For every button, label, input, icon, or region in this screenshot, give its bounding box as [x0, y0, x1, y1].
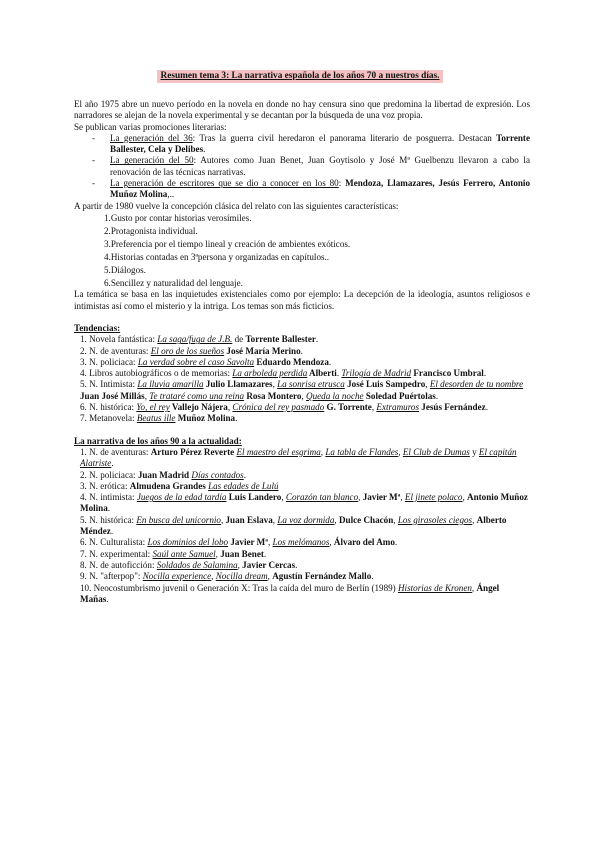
author-name: Vallejo Nájera	[169, 402, 228, 413]
narrativa-90-item-label: 8. N. de autoficción:	[80, 559, 157, 570]
text-fragment: ,	[301, 390, 307, 401]
narrativa-90-item-label: 6. N. Culturalista:	[80, 537, 148, 548]
work-title: La saga/fuga de J.B.	[157, 334, 233, 345]
author-name: Francisco Umbral	[411, 368, 484, 379]
author-name: Juan Benet	[220, 548, 264, 559]
tendencia-item-label: 1. Novela fantástica:	[80, 334, 158, 345]
document-body	[74, 99, 530, 605]
work-title: Corazón tan blanco	[285, 492, 359, 503]
narrativa-90-list	[74, 447, 530, 605]
text-fragment: .	[295, 559, 298, 570]
narrativa-90-item	[80, 571, 530, 582]
narrativa-90-item	[80, 515, 530, 538]
author-name: Eduardo Mendoza	[254, 356, 329, 367]
generation-item	[110, 133, 530, 156]
author-name: José Luis Sampedro	[344, 379, 426, 390]
text-fragment: de	[232, 334, 246, 345]
text-fragment: .	[336, 368, 342, 379]
work-title: Los dominios del lobo	[147, 537, 229, 548]
tendencias-heading: Tendencias:	[74, 323, 121, 333]
title-row	[0, 70, 600, 83]
text-fragment: ,	[371, 402, 377, 413]
text-fragment: .	[435, 390, 439, 401]
work-title: La sonrisa etrusca	[277, 379, 345, 390]
work-title: El jinete polaco	[404, 492, 463, 503]
author-name: Ángel Mañas	[80, 582, 500, 604]
text-fragment: ,	[237, 559, 243, 570]
author-name: Antonio Muñoz Molina	[80, 492, 528, 514]
generation-item	[110, 178, 530, 201]
narrativa-90-item-label: 3. N. erótica:	[80, 480, 130, 491]
text-fragment: .	[483, 368, 487, 379]
author-name: Álvaro del Amo	[333, 537, 395, 548]
text-fragment: ,	[281, 492, 286, 503]
generation-text: :	[338, 178, 346, 189]
narrativa-90-item	[80, 447, 530, 470]
work-title: Queda la noche	[306, 390, 364, 401]
author-name: Alberto Méndez	[80, 514, 507, 537]
promociones-line: Se publican varias promociones literarias:	[74, 121, 227, 132]
narrativa-90-item-label: 7. N. experimental:	[80, 548, 153, 559]
characteristic-item: 1.Gusto por contar historias verosímiles.	[104, 212, 252, 223]
work-title: La tabla de Flandes	[325, 446, 399, 457]
text-fragment: ,	[215, 548, 221, 559]
characteristics-list	[74, 212, 530, 289]
work-title: Beatus ille	[136, 413, 176, 424]
narrativa-90-item	[80, 583, 530, 606]
text-fragment: Tras la caída del muro de Berlín (1989)	[252, 582, 398, 593]
text-fragment: .	[300, 345, 303, 356]
text-fragment: ,	[267, 571, 273, 582]
text-fragment: ,	[144, 390, 150, 401]
author-name: Luis Landero	[226, 492, 282, 503]
work-title: El capitán Alatriste	[80, 446, 517, 469]
generation-label: La generación de escritores que se dio a conocer en los 80	[110, 178, 339, 189]
text-fragment: ,	[227, 402, 233, 413]
work-title: La lluvia amarilla	[137, 379, 204, 390]
text-fragment: ,	[393, 514, 398, 525]
tendencia-item	[80, 357, 530, 368]
generation-authors: Mendoza, Llamazares, Jesús Ferrero, Antonio Muñoz Molina	[110, 178, 530, 200]
author-name: Almudena Grandes	[129, 480, 206, 491]
work-title: La voz dormida	[277, 514, 335, 525]
text-fragment: .	[106, 593, 109, 604]
work-title: El oro de los sueños	[150, 345, 225, 356]
characteristic-item: 2.Protagonista individual.	[104, 225, 198, 236]
text-fragment: .	[263, 548, 267, 559]
tendencia-item-label: 3. N. policiaca:	[80, 356, 138, 367]
tendencia-item	[80, 368, 530, 379]
text-fragment: ,	[358, 492, 363, 503]
tendencia-item-label: 2. N. de aventuras:	[80, 345, 151, 356]
tendencia-item-label: 7. Metanovela:	[80, 413, 137, 424]
work-title: Los melómanos	[272, 537, 330, 548]
text-fragment: ,	[272, 379, 278, 390]
work-title: Historias de Kronen	[397, 582, 472, 593]
text-fragment: ,	[272, 514, 278, 525]
work-title: La verdad sobre el caso Savolta	[137, 356, 255, 367]
author-name: Juan José Millás	[80, 390, 145, 401]
narrativa-90-item-label: 5. N. histórica:	[80, 514, 137, 525]
text-fragment: ,	[400, 492, 405, 503]
author-name: G. Torrente	[324, 402, 372, 413]
tendencia-item-label: 5. N. Intimista:	[80, 379, 138, 390]
work-title: Juegos de la edad tardía	[136, 492, 227, 503]
work-title: Extramuros	[376, 402, 419, 413]
work-title: Saúl ante Samuel	[152, 548, 216, 559]
text-fragment: ,	[267, 537, 273, 548]
author-name: Alberti	[307, 368, 337, 379]
author-name: Juan Madrid	[137, 469, 190, 480]
page-title: Resumen tema 3: La narrativa española de los años 70 a nuestros días.	[157, 70, 442, 83]
tendencia-item	[80, 334, 530, 345]
author-name: José María Merino	[224, 345, 301, 356]
work-title: El maestro del esgrima	[236, 446, 321, 457]
characteristic-item: 3.Preferencia por el tiempo lineal y creación de ambientes exóticos.	[104, 238, 351, 249]
work-title: Yo, el rey	[136, 402, 170, 413]
author-name: Javier Cercas	[242, 559, 296, 570]
work-title: Nocilla dream	[215, 571, 268, 582]
text-fragment: ,	[471, 582, 477, 593]
tendencia-item	[80, 402, 530, 413]
work-title: El desorden de tu nombre	[429, 379, 524, 390]
work-title: Los girasoles ciegos	[397, 514, 473, 525]
text-fragment: .	[243, 469, 246, 480]
author-name: Javier Mª	[362, 492, 401, 503]
text-fragment: .	[315, 334, 319, 345]
tendencia-item-label: 4. Libros autobiográficos o de memorias:	[80, 368, 233, 379]
tendencias-list	[74, 334, 530, 424]
text-fragment: .	[485, 402, 488, 413]
text-fragment: ,	[462, 492, 468, 503]
work-title: En busca del unicornio	[136, 514, 221, 525]
work-title: Las edades de Lulú	[208, 480, 279, 491]
tendencia-item	[80, 413, 530, 424]
author-name: Juan Eslava	[225, 514, 273, 525]
narrativa-90-item	[80, 470, 530, 481]
narrativa-90-item-label: 4. N. intimista:	[80, 492, 137, 503]
author-name: Dulce Chacón	[338, 514, 394, 525]
generation-label: La generación del 36	[110, 132, 193, 143]
narrativa-90-item	[80, 492, 530, 515]
text-fragment: .	[371, 571, 374, 582]
generations-list	[74, 133, 530, 201]
characteristics-intro: A partir de 1980 vuelve la concepción clásica del relato con las siguientes características:	[74, 200, 399, 211]
text-fragment: ,	[329, 537, 334, 548]
narrativa-90-item-label: 2. N. policiaca:	[80, 469, 138, 480]
text-fragment: ,	[472, 514, 477, 525]
tendencia-item-label: 6. N. histórica:	[80, 402, 137, 413]
tendencia-item	[80, 346, 530, 357]
work-title: La arboleda perdida	[232, 368, 308, 379]
work-title: Trilogía de Madrid	[341, 368, 412, 379]
text-fragment: ,	[425, 379, 430, 390]
author-name: Javier Mª	[228, 537, 268, 548]
intro-paragraph: El año 1975 abre un nuevo período en la novela en donde no hay censura sino que predomina la libertad de expresión. Los narradores se alejan de la novela experimental y se decantan por la búsqueda de una voz propia.	[74, 99, 530, 121]
author-name: Muñoz Molina	[175, 413, 236, 424]
generation-text: : Autores como Juan Benet, Juan Goytisolo y José Mª Guelbenzu llevaron a cabo la renovación de las técnicas narrativas.	[110, 155, 530, 177]
text-fragment: .	[235, 413, 238, 424]
text-fragment: ,	[398, 446, 403, 457]
tendencia-item	[80, 379, 530, 402]
text-fragment: .	[394, 537, 398, 548]
text-fragment: ,	[211, 571, 216, 582]
work-title: Días contados	[191, 469, 244, 480]
text-fragment: ,	[220, 514, 226, 525]
generation-text: : Tras la guerra civil heredaron el panorama literario de posguerra. Destacan	[192, 132, 497, 143]
narrativa-90-heading: La narrativa de los años 90 a la actualidad:	[74, 435, 242, 446]
author-name: Agustín Fernández Mallo	[272, 571, 372, 582]
generation-authors: Torrente Ballester, Cela y Delibes	[110, 132, 530, 155]
narrativa-90-item-label: 1. N. de aventuras:	[80, 446, 151, 457]
text-fragment: .	[328, 356, 332, 367]
work-title: El Club de Dumas	[402, 446, 470, 457]
generation-tail: .	[203, 144, 206, 155]
author-name: Arturo Pérez Reverte	[150, 446, 235, 457]
tematica-paragraph: La temática se basa en las inquietudes existenciales como por ejemplo: La decepción de la ideología, asuntos religiosos e intimistas así como el misterio y la intriga. Los temas son más ficticios.	[74, 289, 530, 311]
text-fragment: ,	[320, 446, 326, 457]
work-title: Te trataré como una reina	[149, 390, 245, 401]
generation-tail: ,..	[167, 189, 175, 200]
work-title: Nocilla experience	[142, 571, 212, 582]
narrativa-90-item-label: 9. N. "afterpop":	[80, 571, 143, 582]
text-fragment: .	[107, 503, 111, 514]
author-name: Julio Llamazares	[203, 379, 273, 390]
narrativa-90-item	[80, 560, 530, 571]
narrativa-90-item	[80, 549, 530, 560]
generation-item	[110, 155, 530, 178]
characteristic-item: 6.Sencillez y naturalidad del lenguaje.	[104, 277, 243, 288]
author-name: Torrente Ballester	[245, 334, 316, 345]
text-fragment: .	[111, 458, 114, 469]
narrativa-90-item	[80, 537, 530, 548]
narrativa-90-item	[80, 481, 530, 492]
characteristic-item: 4.Historias contadas en 3ªpersona y organizadas en capítulos..	[104, 251, 330, 262]
generation-label: La generación del 50	[110, 155, 194, 166]
author-name: Jesús Fernández	[419, 402, 486, 413]
text-fragment: .	[110, 526, 114, 537]
work-title: Soldados de Salamina	[156, 559, 238, 570]
characteristic-item: 5.Diálogos.	[104, 264, 146, 275]
text-fragment: ,	[334, 514, 339, 525]
text-fragment: y	[469, 446, 479, 457]
work-title: Crónica del rey pasmado	[232, 402, 325, 413]
author-name: Rosa Montero	[244, 390, 302, 401]
narrativa-90-item-label: 10. Neocostumbrismo juvenil o Generación X:	[80, 582, 253, 593]
author-name: Soledad Puértolas	[363, 390, 436, 401]
